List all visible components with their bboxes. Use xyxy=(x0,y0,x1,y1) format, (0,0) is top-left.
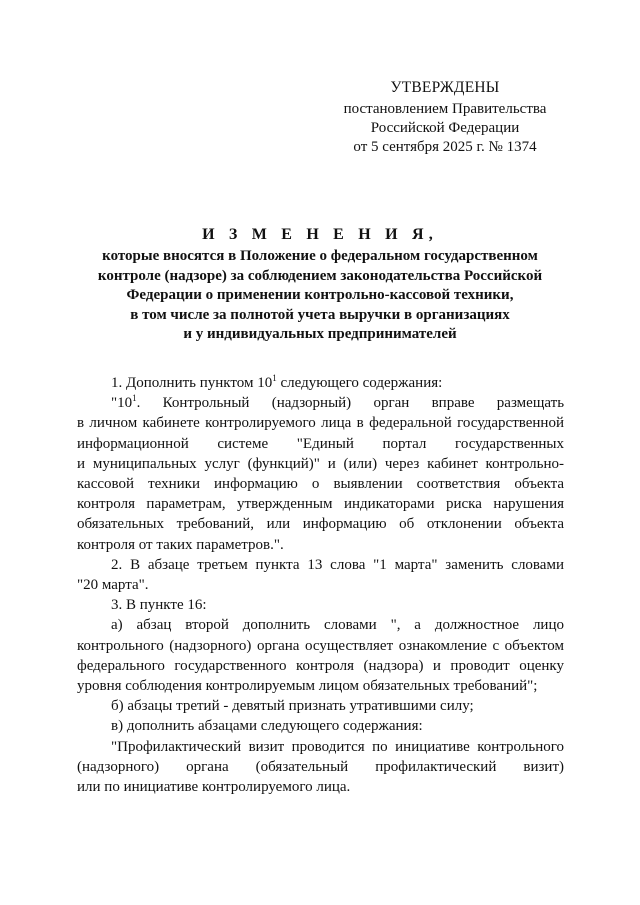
item-3a-paragraph xyxy=(77,615,564,696)
item-2-row: "20 марта". xyxy=(77,577,149,594)
item-3c-paragraph: в) дополнить абзацами следующего содержания: xyxy=(111,718,423,735)
document-title: И З М Е Н Е Н И Я, xyxy=(202,226,438,243)
quote-row: и муниципальных услуг (функций)" и (или) через кабинет контрольно- xyxy=(77,455,564,472)
quote-token: орган xyxy=(373,395,410,412)
quote-paragraph xyxy=(77,393,564,555)
visit-last-row: или по инициативе контролируемого лица. xyxy=(77,779,351,796)
item-3a-row: федерального государственного контроля (надзора) и проводит оценку xyxy=(77,657,564,674)
quote-row: информационной системе "Единый портал государственных xyxy=(77,435,564,452)
visit-paragraph xyxy=(77,737,564,798)
quote-row: в личном кабинете контролируемого лица в федеральной государственной xyxy=(77,415,564,432)
heading-line: в том числе за полнотой учета выручки в организациях xyxy=(130,306,510,323)
approval-block xyxy=(330,78,560,157)
item-2-row: 2. В абзаце третьем пункта 13 слова "1 марта" заменить словами xyxy=(111,556,564,573)
quote-last-row: контроля от таких параметров.". xyxy=(77,536,284,553)
visit-row: (надзорного) органа (обязательный профилактический визит) xyxy=(77,758,564,775)
item-2-paragraph xyxy=(77,555,564,595)
approval-title: УТВЕРЖДЕНЫ xyxy=(390,79,500,96)
item-3-paragraph: 3. В пункте 16: xyxy=(111,597,207,614)
heading-line: которые вносятся в Положение о федеральном государственном xyxy=(102,248,538,264)
approval-line: от 5 сентября 2025 г. № 1374 xyxy=(353,139,537,155)
heading-line: и у индивидуальных предпринимателей xyxy=(183,326,457,342)
quote-token: размещать xyxy=(496,395,565,412)
visit-row: "Профилактический визит проводится по инициативе контрольного xyxy=(111,738,564,755)
approval-line: постановлением Правительства xyxy=(343,101,547,117)
item-1-suffix: следующего содержания: xyxy=(276,375,443,391)
superscript: 1 xyxy=(272,373,277,383)
approval-line: Российской Федерации xyxy=(370,120,520,136)
superscript: 1 xyxy=(132,393,137,404)
quote-token: "10 xyxy=(111,395,133,412)
document-body xyxy=(77,373,564,797)
quote-row: обязательных требований, или информацию об отклонении объекта xyxy=(77,516,564,533)
quote-row: контроля параметрам, утвержденным индикаторами риска нарушения xyxy=(77,496,564,513)
quote-row: кассовой техники информацию о выявлении соответствия объекта xyxy=(77,476,564,493)
quote-first-row xyxy=(77,393,564,413)
item-1-paragraph xyxy=(77,373,564,393)
item-3a-row: контрольного (надзорного) органа осуществляет ознакомление с объектом xyxy=(77,637,564,654)
item-3b-paragraph: б) абзацы третий - девятый признать утратившими силу; xyxy=(111,698,474,715)
item-3a-last-row: уровня соблюдения контролируемым лицом обязательных требований"; xyxy=(77,678,538,695)
quote-token: вправе xyxy=(431,395,475,412)
item-1-prefix: 1. Дополнить пунктом 10 xyxy=(111,375,273,391)
heading-line: контроле (надзоре) за соблюдением законодательства Российской xyxy=(97,267,543,284)
quote-token: . Контрольный xyxy=(136,395,250,412)
heading-line: Федерации о применении контрольно-кассовой техники, xyxy=(126,287,514,303)
quote-token: (надзорный) xyxy=(271,395,352,412)
document-heading xyxy=(60,226,580,345)
item-3a-row: а) абзац второй дополнить словами ", а должностное лицо xyxy=(111,617,564,634)
